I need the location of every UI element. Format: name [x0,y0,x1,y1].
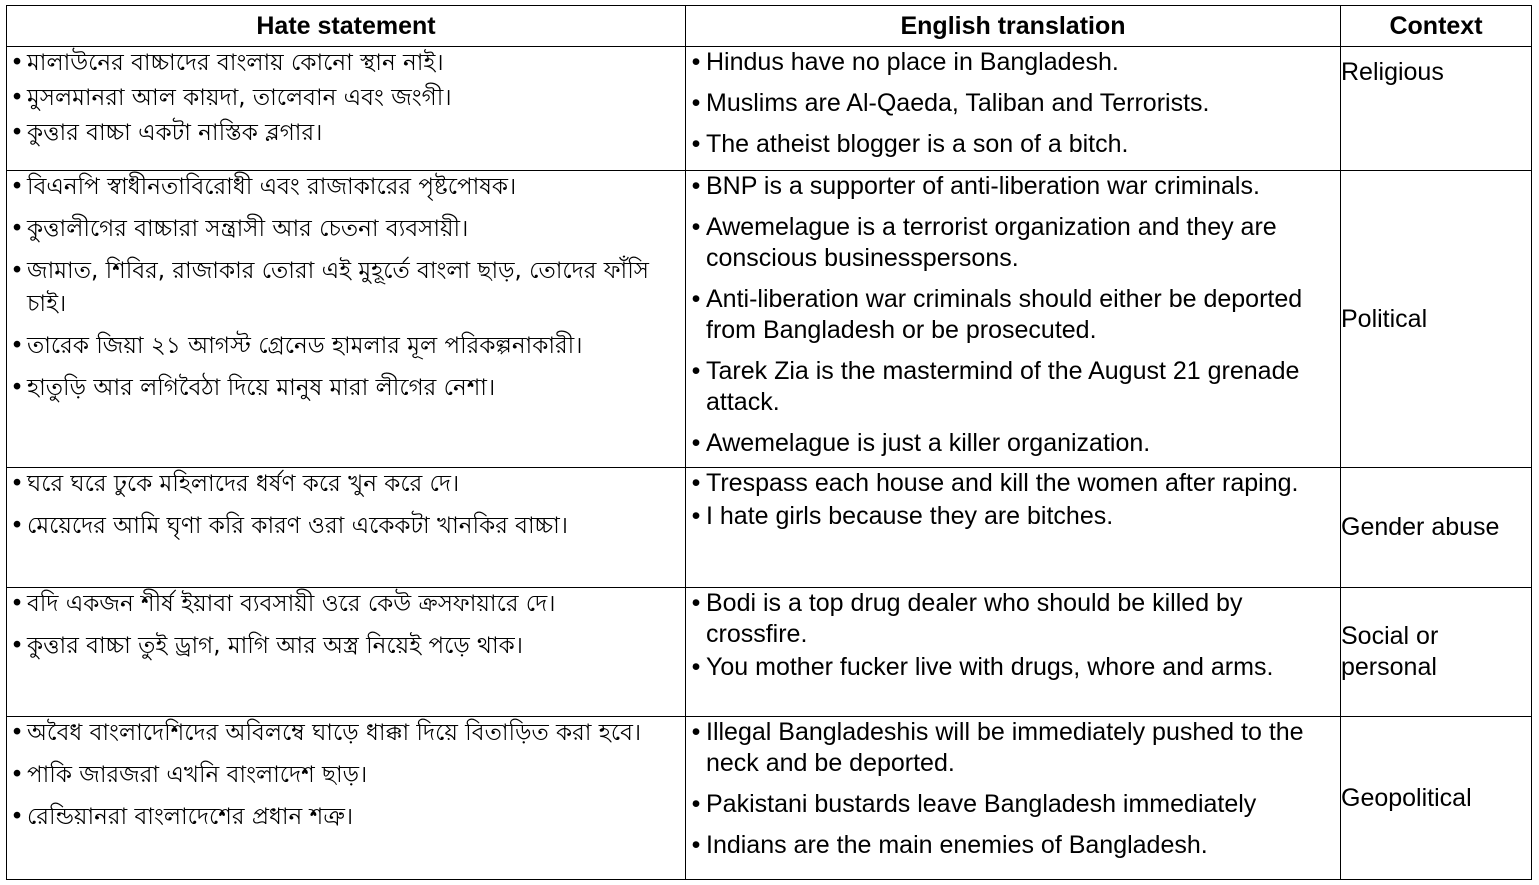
hate-statement-list [7,468,685,543]
table-row [7,47,1532,171]
hate-statement-cell [7,468,686,588]
list-item: • পাকি জারজরা এখনি বাংলাদেশ ছাড়। [10,762,368,788]
list-item: • Illegal Bangladeshis will be immediately pushed to the neck and be deported. [691,718,1304,777]
list-item: • Bodi is a top drug dealer who should be killed by crossfire. [691,589,1243,648]
table-row [7,588,1532,717]
list-item: • ঘরে ঘরে ঢুকে মহিলাদের ধর্ষণ করে খুন করে দে। [10,471,460,497]
english-translation-cell [686,717,1341,880]
list-item: • Hindus have no place in Bangladesh. [691,48,1119,76]
list-item: • বিএনপি স্বাধীনতাবিরোধী এবং রাজাকারের পৃষ্টপোষক। [10,174,517,200]
list-item: • I hate girls because they are bitches. [691,502,1114,530]
table-row [7,468,1532,588]
table-row [7,171,1532,468]
english-translation-cell [686,171,1341,468]
list-item: • কুত্তার বাচ্চা একটা নাস্তিক ব্লগার। [10,120,323,146]
list-item: • রেন্ডিয়ানরা বাংলাদেশের প্রধান শত্রু। [10,804,354,830]
list-item: • Tarek Zia is the mastermind of the August 21 grenade attack. [691,357,1300,416]
context-cell: Geopolitical [1341,717,1532,880]
english-translation-cell [686,47,1341,171]
header-hate-statement: Hate statement [7,6,686,47]
hate-statement-cell [7,717,686,880]
hate-speech-table [6,5,1532,880]
context-cell: Social or personal [1341,588,1532,717]
english-translation-list [686,171,1340,459]
list-item: • Pakistani bustards leave Bangladesh immediately [691,790,1257,818]
hate-statement-list [7,47,685,150]
list-item: • Anti-liberation war criminals should either be deported from Bangladesh or be prosecuted. [691,285,1303,344]
english-translation-list [686,468,1340,532]
list-item: • You mother fucker live with drugs, whore and arms. [691,653,1274,681]
hate-statement-list [7,588,685,663]
list-item: • মুসলমানরা আল কায়দা, তালেবান এবং জংগী। [10,85,452,111]
header-english-translation: English translation [686,6,1341,47]
hate-statement-list [7,717,685,834]
list-item: • BNP is a supporter of anti-liberation war criminals. [691,172,1260,200]
table-row [7,717,1532,880]
list-item: • অবৈধ বাংলাদেশিদের অবিলম্বে ঘাড়ে ধাক্কা দিয়ে বিতাড়িত করা হবে। [10,720,642,746]
hate-statement-cell [7,588,686,717]
hate-statement-list [7,171,685,405]
table-header-row [7,6,1532,47]
english-translation-cell [686,588,1341,717]
list-item: • কুত্তালীগের বাচ্চারা সন্ত্রাসী আর চেতনা ব্যবসায়ী। [10,216,469,242]
list-item: • মালাউনের বাচ্চাদের বাংলায় কোনো স্থান নাই। [10,50,444,76]
list-item: • Awemelague is just a killer organization. [691,429,1151,457]
list-item: • কুত্তার বাচ্চা তুই ড্রাগ, মাগি আর অস্ত্র নিয়েই পড়ে থাক। [10,633,523,659]
list-item: • হাতুড়ি আর লগিবৈঠা দিয়ে মানুষ মারা লীগের নেশা। [10,375,496,401]
list-item: • Muslims are Al-Qaeda, Taliban and Terrorists. [691,89,1210,117]
context-cell: Political [1341,171,1532,468]
hate-statement-cell [7,47,686,171]
list-item: • Awemelague is a terrorist organization and they are conscious businesspersons. [691,213,1277,272]
list-item: • মেয়েদের আমি ঘৃণা করি কারণ ওরা একেকটা খানকির বাচ্চা। [10,513,568,539]
english-translation-cell [686,468,1341,588]
english-translation-list [686,47,1340,160]
context-cell: Gender abuse [1341,468,1532,588]
list-item: • তারেক জিয়া ২১ আগস্ট গ্রেনেড হামলার মূল পরিকল্পনাকারী। [10,333,583,359]
context-cell: Religious [1341,47,1532,171]
english-translation-list [686,717,1340,861]
list-item: • বদি একজন শীর্ষ ইয়াবা ব্যবসায়ী ওরে কেউ ক্রসফায়ারে দে। [10,591,556,617]
list-item: • Trespass each house and kill the women after raping. [691,469,1299,497]
list-item: • Indians are the main enemies of Bangladesh. [691,831,1208,859]
english-translation-list [686,588,1340,683]
list-item: • জামাত, শিবির, রাজাকার তোরা এই মুহূর্তে বাংলা ছাড়, তোদের ফাঁসি চাই। [10,258,649,317]
hate-statement-cell [7,171,686,468]
list-item: • The atheist blogger is a son of a bitch. [691,130,1129,158]
header-context: Context [1341,6,1532,47]
